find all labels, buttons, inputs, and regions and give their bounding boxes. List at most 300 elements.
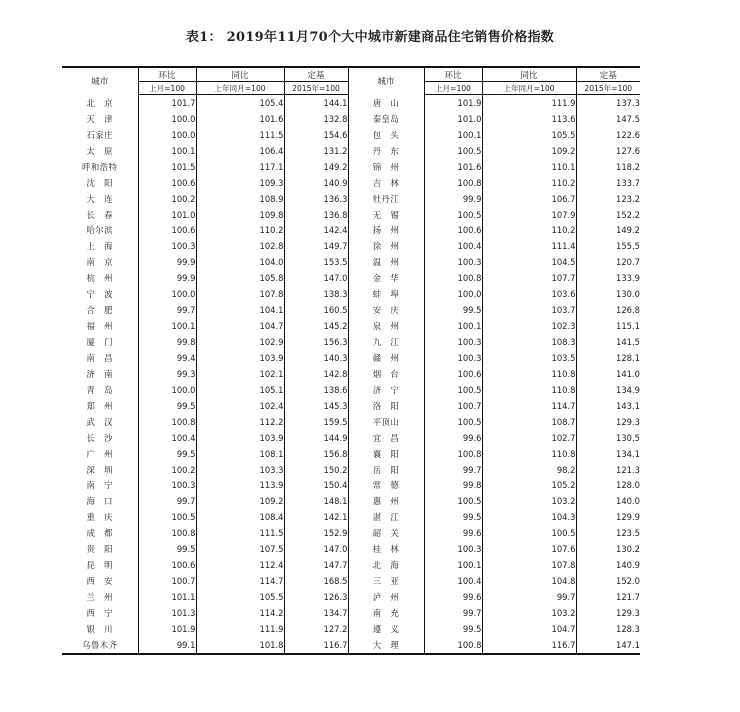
fixed-base-cell: 142.8 — [284, 366, 348, 382]
mom-cell-2: 99.5 — [424, 509, 482, 525]
yoy-cell: 103.3 — [196, 462, 284, 478]
mom-cell: 100.0 — [138, 127, 196, 143]
mom-cell-2: 99.6 — [424, 430, 482, 446]
city-cell: 南 京 — [86, 257, 114, 268]
mom-cell: 100.3 — [138, 238, 196, 254]
yoy-cell-2: 100.5 — [482, 525, 576, 541]
city-cell-2: 丹 东 — [348, 143, 424, 159]
fixed-base-cell: 147.0 — [284, 541, 348, 557]
fixed-base-cell-2: 123.5 — [576, 525, 640, 541]
yoy-cell-2: 103.2 — [482, 605, 576, 621]
fixed-base-cell-2: 141.5 — [576, 334, 640, 350]
yoy-cell-2: 110.8 — [482, 366, 576, 382]
city-cell-2: 扬 州 — [348, 223, 424, 239]
fixed-base-cell: 159.5 — [284, 414, 348, 430]
city-cell-2: 徐 州 — [348, 238, 424, 254]
city-cell-2: 赣 州 — [348, 350, 424, 366]
mom-cell: 100.8 — [138, 414, 196, 430]
mom-cell-2: 100.3 — [424, 334, 482, 350]
mom-cell: 101.7 — [138, 95, 196, 111]
mom-cell-2: 100.7 — [424, 398, 482, 414]
city-cell: 贵 阳 — [86, 544, 114, 555]
city-cell: 西 安 — [86, 576, 114, 587]
fixed-base-label-2: 2015年=100 — [576, 82, 640, 95]
city-cell: 北 京 — [86, 97, 114, 108]
table-row — [62, 223, 640, 239]
yoy-cell-2: 108.7 — [482, 414, 576, 430]
city-cell-2: 常 德 — [348, 478, 424, 494]
fixed-base-cell: 154.6 — [284, 127, 348, 143]
fixed-base-cell-2: 147.5 — [576, 111, 640, 127]
city-cell-2: 包 头 — [348, 127, 424, 143]
yoy-cell: 109.2 — [196, 493, 284, 509]
fixed-base-cell: 153.5 — [284, 254, 348, 270]
mom-cell: 99.5 — [138, 398, 196, 414]
table-row — [62, 478, 640, 494]
mom-cell-2: 100.4 — [424, 238, 482, 254]
yoy-cell-2: 102.3 — [482, 318, 576, 334]
yoy-cell: 112.2 — [196, 414, 284, 430]
fixed-base-label: 2015年=100 — [284, 82, 348, 95]
yoy-cell-2: 103.5 — [482, 350, 576, 366]
city-cell: 西 宁 — [86, 607, 114, 618]
fixed-base-cell-2: 130.2 — [576, 541, 640, 557]
table-row — [62, 462, 640, 478]
city-cell: 广 州 — [86, 448, 114, 459]
mom-cell: 100.0 — [138, 286, 196, 302]
yoy-cell: 106.4 — [196, 143, 284, 159]
fixed-base-cell: 156.3 — [284, 334, 348, 350]
fixed-base-cell-2: 129.3 — [576, 605, 640, 621]
city-cell: 成 都 — [86, 528, 114, 539]
city-cell: 银 川 — [86, 623, 114, 634]
yoy-cell: 102.9 — [196, 334, 284, 350]
city-cell: 太 原 — [86, 145, 114, 156]
yoy-cell-2: 103.7 — [482, 302, 576, 318]
city-cell-2: 韶 关 — [348, 525, 424, 541]
mom-cell-2: 100.8 — [424, 446, 482, 462]
table-row — [62, 302, 640, 318]
yoy-cell: 104.0 — [196, 254, 284, 270]
mom-cell: 100.2 — [138, 191, 196, 207]
mom-header-2: 环比 — [424, 67, 482, 82]
fixed-base-cell: 150.4 — [284, 478, 348, 494]
yoy-cell: 105.1 — [196, 382, 284, 398]
city-cell-2: 锦 州 — [348, 159, 424, 175]
mom-cell: 100.0 — [138, 111, 196, 127]
yoy-cell-2: 106.7 — [482, 191, 576, 207]
mom-cell-2: 101.9 — [424, 95, 482, 111]
fixed-base-cell-2: 143.1 — [576, 398, 640, 414]
city-cell-2: 吉 林 — [348, 175, 424, 191]
yoy-cell-2: 104.3 — [482, 509, 576, 525]
mom-cell-2: 100.8 — [424, 175, 482, 191]
city-cell: 青 岛 — [86, 384, 114, 395]
city-cell-2: 无 锡 — [348, 207, 424, 223]
fixed-base-cell-2: 120.7 — [576, 254, 640, 270]
yoy-cell: 114.7 — [196, 573, 284, 589]
city-cell-2: 泸 州 — [348, 589, 424, 605]
mom-cell: 100.6 — [138, 223, 196, 239]
city-cell-2: 大 理 — [348, 637, 424, 654]
fixed-base-cell: 148.1 — [284, 493, 348, 509]
mom-cell-2: 100.5 — [424, 382, 482, 398]
fixed-base-header-2: 定基 — [576, 67, 640, 82]
city-header-2: 城市 — [348, 67, 424, 95]
city-cell: 南 昌 — [86, 352, 114, 363]
table-row — [62, 589, 640, 605]
fixed-base-cell-2: 134.9 — [576, 382, 640, 398]
yoy-cell-2: 107.9 — [482, 207, 576, 223]
city-cell: 宁 波 — [86, 289, 114, 300]
mom-cell: 99.9 — [138, 254, 196, 270]
yoy-header: 同比 — [196, 67, 284, 82]
yoy-cell-2: 110.2 — [482, 223, 576, 239]
fixed-base-cell-2: 118.2 — [576, 159, 640, 175]
fixed-base-cell: 126.3 — [284, 589, 348, 605]
table-row — [62, 509, 640, 525]
city-cell-2: 唐 山 — [348, 95, 424, 111]
yoy-cell: 104.7 — [196, 318, 284, 334]
table-row — [62, 191, 640, 207]
mom-cell-2: 101.0 — [424, 111, 482, 127]
mom-base-label-2: 上月=100 — [424, 82, 482, 95]
mom-cell-2: 99.6 — [424, 589, 482, 605]
city-cell-2: 惠 州 — [348, 493, 424, 509]
mom-cell-2: 100.1 — [424, 127, 482, 143]
fixed-base-cell: 136.8 — [284, 207, 348, 223]
city-cell-2: 三 亚 — [348, 573, 424, 589]
fixed-base-cell: 149.7 — [284, 238, 348, 254]
fixed-base-cell: 144.9 — [284, 430, 348, 446]
mom-cell: 101.0 — [138, 207, 196, 223]
fixed-base-cell: 116.7 — [284, 637, 348, 654]
city-cell: 兰 州 — [86, 592, 114, 603]
city-cell: 长 春 — [86, 209, 114, 220]
fixed-base-cell: 138.6 — [284, 382, 348, 398]
city-cell: 深 圳 — [86, 464, 114, 475]
table-row — [62, 350, 640, 366]
yoy-cell-2: 104.7 — [482, 621, 576, 637]
mom-cell: 100.1 — [138, 318, 196, 334]
mom-cell: 99.5 — [138, 446, 196, 462]
table-row — [62, 621, 640, 637]
fixed-base-cell-2: 147.1 — [576, 637, 640, 654]
table-row — [62, 254, 640, 270]
city-cell-2: 温 州 — [348, 254, 424, 270]
fixed-base-cell-2: 126.8 — [576, 302, 640, 318]
yoy-cell-2: 98.2 — [482, 462, 576, 478]
yoy-cell-2: 102.7 — [482, 430, 576, 446]
yoy-base-label: 上年同月=100 — [196, 82, 284, 95]
mom-cell: 99.3 — [138, 366, 196, 382]
fixed-base-cell-2: 134.1 — [576, 446, 640, 462]
mom-cell-2: 99.7 — [424, 605, 482, 621]
yoy-cell-2: 111.4 — [482, 238, 576, 254]
mom-cell: 100.4 — [138, 430, 196, 446]
fixed-base-cell-2: 130.0 — [576, 286, 640, 302]
city-cell: 合 肥 — [86, 305, 114, 316]
table-row — [62, 398, 640, 414]
yoy-cell-2: 99.7 — [482, 589, 576, 605]
mom-cell-2: 101.6 — [424, 159, 482, 175]
fixed-base-cell: 145.3 — [284, 398, 348, 414]
fixed-base-cell-2: 127.6 — [576, 143, 640, 159]
yoy-cell-2: 107.8 — [482, 557, 576, 573]
fixed-base-cell: 144.1 — [284, 95, 348, 111]
city-cell: 海 口 — [86, 496, 114, 507]
mom-cell-2: 100.8 — [424, 637, 482, 654]
yoy-cell: 114.2 — [196, 605, 284, 621]
yoy-cell: 104.1 — [196, 302, 284, 318]
yoy-cell: 111.9 — [196, 621, 284, 637]
yoy-cell: 102.1 — [196, 366, 284, 382]
city-cell: 福 州 — [86, 321, 114, 332]
fixed-base-cell-2: 155.5 — [576, 238, 640, 254]
table-title: 表1： 2019年11月70个大中城市新建商品住宅销售价格指数 — [185, 30, 555, 45]
fixed-base-cell-2: 128.1 — [576, 350, 640, 366]
yoy-cell-2: 109.2 — [482, 143, 576, 159]
mom-cell: 99.1 — [138, 637, 196, 654]
city-cell: 昆 明 — [86, 560, 114, 571]
yoy-cell-2: 104.5 — [482, 254, 576, 270]
fixed-base-cell: 127.2 — [284, 621, 348, 637]
city-cell: 大 连 — [86, 193, 114, 204]
mom-cell: 99.4 — [138, 350, 196, 366]
city-cell-2: 九 江 — [348, 334, 424, 350]
mom-cell: 100.6 — [138, 175, 196, 191]
city-cell: 武 汉 — [86, 416, 114, 427]
table-row — [62, 573, 640, 589]
mom-cell-2: 99.5 — [424, 302, 482, 318]
mom-base-label: 上月=100 — [138, 82, 196, 95]
fixed-base-cell-2: 133.7 — [576, 175, 640, 191]
fixed-base-cell-2: 115.1 — [576, 318, 640, 334]
mom-cell: 100.2 — [138, 462, 196, 478]
mom-cell-2: 100.3 — [424, 254, 482, 270]
city-cell: 郑 州 — [86, 400, 114, 411]
table-row — [62, 446, 640, 462]
yoy-cell-2: 113.6 — [482, 111, 576, 127]
fixed-base-cell: 160.5 — [284, 302, 348, 318]
yoy-cell-2: 110.2 — [482, 175, 576, 191]
fixed-base-cell-2: 152.0 — [576, 573, 640, 589]
yoy-cell-2: 107.6 — [482, 541, 576, 557]
city-header: 城市 — [91, 77, 109, 88]
city-cell-2: 襄 阳 — [348, 446, 424, 462]
yoy-cell: 113.9 — [196, 478, 284, 494]
city-cell-2: 牡丹江 — [348, 191, 424, 207]
yoy-cell: 108.9 — [196, 191, 284, 207]
yoy-cell: 109.3 — [196, 175, 284, 191]
table-row — [62, 286, 640, 302]
mom-cell: 100.7 — [138, 573, 196, 589]
mom-cell-2: 100.5 — [424, 493, 482, 509]
table-row — [62, 95, 640, 111]
fixed-base-cell-2: 123.2 — [576, 191, 640, 207]
yoy-base-label-2: 上年同月=100 — [482, 82, 576, 95]
mom-cell: 99.8 — [138, 334, 196, 350]
yoy-cell: 101.8 — [196, 637, 284, 654]
mom-cell: 100.5 — [138, 509, 196, 525]
fixed-base-cell-2: 140.9 — [576, 557, 640, 573]
fixed-base-cell: 150.2 — [284, 462, 348, 478]
mom-cell: 101.5 — [138, 159, 196, 175]
city-cell-2: 岳 阳 — [348, 462, 424, 478]
yoy-cell: 111.5 — [196, 525, 284, 541]
fixed-base-cell: 131.2 — [284, 143, 348, 159]
mom-cell: 100.8 — [138, 525, 196, 541]
fixed-base-cell: 140.9 — [284, 175, 348, 191]
yoy-cell: 105.4 — [196, 95, 284, 111]
yoy-header-2: 同比 — [482, 67, 576, 82]
fixed-base-cell-2: 152.2 — [576, 207, 640, 223]
city-cell-2: 烟 台 — [348, 366, 424, 382]
yoy-cell-2: 110.8 — [482, 382, 576, 398]
yoy-cell-2: 105.5 — [482, 127, 576, 143]
mom-cell: 99.7 — [138, 493, 196, 509]
fixed-base-cell-2: 122.6 — [576, 127, 640, 143]
table-row — [62, 318, 640, 334]
table-row — [62, 493, 640, 509]
fixed-base-cell-2: 121.3 — [576, 462, 640, 478]
mom-cell: 100.3 — [138, 478, 196, 494]
mom-cell-2: 100.1 — [424, 557, 482, 573]
table-row — [62, 382, 640, 398]
fixed-base-cell-2: 129.9 — [576, 509, 640, 525]
yoy-cell: 105.8 — [196, 270, 284, 286]
fixed-base-cell: 149.2 — [284, 159, 348, 175]
yoy-cell: 105.5 — [196, 589, 284, 605]
mom-cell-2: 100.1 — [424, 318, 482, 334]
fixed-base-cell: 136.3 — [284, 191, 348, 207]
table-row — [62, 334, 640, 350]
city-cell: 呼和浩特 — [82, 161, 118, 172]
city-cell-2: 遵 义 — [348, 621, 424, 637]
table-row — [62, 207, 640, 223]
yoy-cell: 108.4 — [196, 509, 284, 525]
city-cell-2: 洛 阳 — [348, 398, 424, 414]
table-row — [62, 175, 640, 191]
yoy-cell-2: 104.8 — [482, 573, 576, 589]
fixed-base-cell-2: 121.7 — [576, 589, 640, 605]
yoy-cell-2: 103.2 — [482, 493, 576, 509]
fixed-base-cell: 145.2 — [284, 318, 348, 334]
city-cell-2: 南 充 — [348, 605, 424, 621]
yoy-cell: 102.4 — [196, 398, 284, 414]
table-row — [62, 111, 640, 127]
fixed-base-cell: 140.3 — [284, 350, 348, 366]
fixed-base-cell-2: 130.5 — [576, 430, 640, 446]
city-cell-2: 泉 州 — [348, 318, 424, 334]
mom-cell-2: 100.5 — [424, 143, 482, 159]
mom-cell: 101.1 — [138, 589, 196, 605]
mom-cell-2: 100.6 — [424, 366, 482, 382]
city-cell: 乌鲁木齐 — [82, 639, 118, 650]
yoy-cell-2: 105.2 — [482, 478, 576, 494]
fixed-base-header: 定基 — [284, 67, 348, 82]
mom-cell-2: 100.3 — [424, 541, 482, 557]
fixed-base-cell: 152.9 — [284, 525, 348, 541]
fixed-base-cell-2: 149.2 — [576, 223, 640, 239]
city-cell-2: 济 宁 — [348, 382, 424, 398]
city-cell-2: 北 海 — [348, 557, 424, 573]
yoy-cell: 107.5 — [196, 541, 284, 557]
city-cell: 石家庄 — [86, 129, 114, 140]
city-cell: 济 南 — [86, 368, 114, 379]
table-header — [62, 67, 640, 95]
city-cell: 天 津 — [86, 113, 114, 124]
mom-cell: 99.5 — [138, 541, 196, 557]
fixed-base-cell: 138.3 — [284, 286, 348, 302]
mom-cell-2: 99.6 — [424, 525, 482, 541]
table-body — [62, 95, 640, 654]
table-row — [62, 127, 640, 143]
table-row — [62, 238, 640, 254]
city-cell: 重 庆 — [86, 512, 114, 523]
fixed-base-cell: 147.0 — [284, 270, 348, 286]
city-cell: 南 宁 — [86, 480, 114, 491]
city-cell-2: 桂 林 — [348, 541, 424, 557]
yoy-cell: 117.1 — [196, 159, 284, 175]
fixed-base-cell: 147.7 — [284, 557, 348, 573]
yoy-cell-2: 111.9 — [482, 95, 576, 111]
fixed-base-cell: 142.4 — [284, 223, 348, 239]
mom-cell: 99.7 — [138, 302, 196, 318]
fixed-base-cell: 156.8 — [284, 446, 348, 462]
city-cell: 哈尔滨 — [86, 225, 114, 236]
mom-cell: 101.3 — [138, 605, 196, 621]
fixed-base-cell: 142.1 — [284, 509, 348, 525]
city-cell-2: 蚌 埠 — [348, 286, 424, 302]
table-row — [62, 557, 640, 573]
yoy-cell: 103.9 — [196, 350, 284, 366]
city-cell: 长 沙 — [86, 432, 114, 443]
fixed-base-cell-2: 133.9 — [576, 270, 640, 286]
table-row — [62, 366, 640, 382]
yoy-cell: 111.5 — [196, 127, 284, 143]
table-row — [62, 143, 640, 159]
table-row — [62, 270, 640, 286]
fixed-base-cell-2: 141.0 — [576, 366, 640, 382]
mom-cell: 101.9 — [138, 621, 196, 637]
table-row — [62, 605, 640, 621]
mom-cell-2: 100.0 — [424, 286, 482, 302]
fixed-base-cell-2: 137.3 — [576, 95, 640, 111]
mom-cell-2: 99.8 — [424, 478, 482, 494]
fixed-base-cell-2: 140.0 — [576, 493, 640, 509]
city-cell: 沈 阳 — [86, 177, 114, 188]
yoy-cell-2: 110.1 — [482, 159, 576, 175]
fixed-base-cell: 168.5 — [284, 573, 348, 589]
yoy-cell: 112.4 — [196, 557, 284, 573]
fixed-base-cell-2: 129.3 — [576, 414, 640, 430]
table-row — [62, 637, 640, 654]
fixed-base-cell: 134.7 — [284, 605, 348, 621]
mom-cell-2: 99.9 — [424, 191, 482, 207]
mom-cell-2: 100.4 — [424, 573, 482, 589]
mom-header: 环比 — [138, 67, 196, 82]
mom-cell-2: 99.7 — [424, 462, 482, 478]
mom-cell-2: 100.5 — [424, 207, 482, 223]
table-row — [62, 414, 640, 430]
yoy-cell: 102.8 — [196, 238, 284, 254]
city-cell-2: 秦皇岛 — [348, 111, 424, 127]
yoy-cell: 103.9 — [196, 430, 284, 446]
yoy-cell-2: 103.6 — [482, 286, 576, 302]
city-cell-2: 平顶山 — [348, 414, 424, 430]
yoy-cell-2: 108.3 — [482, 334, 576, 350]
